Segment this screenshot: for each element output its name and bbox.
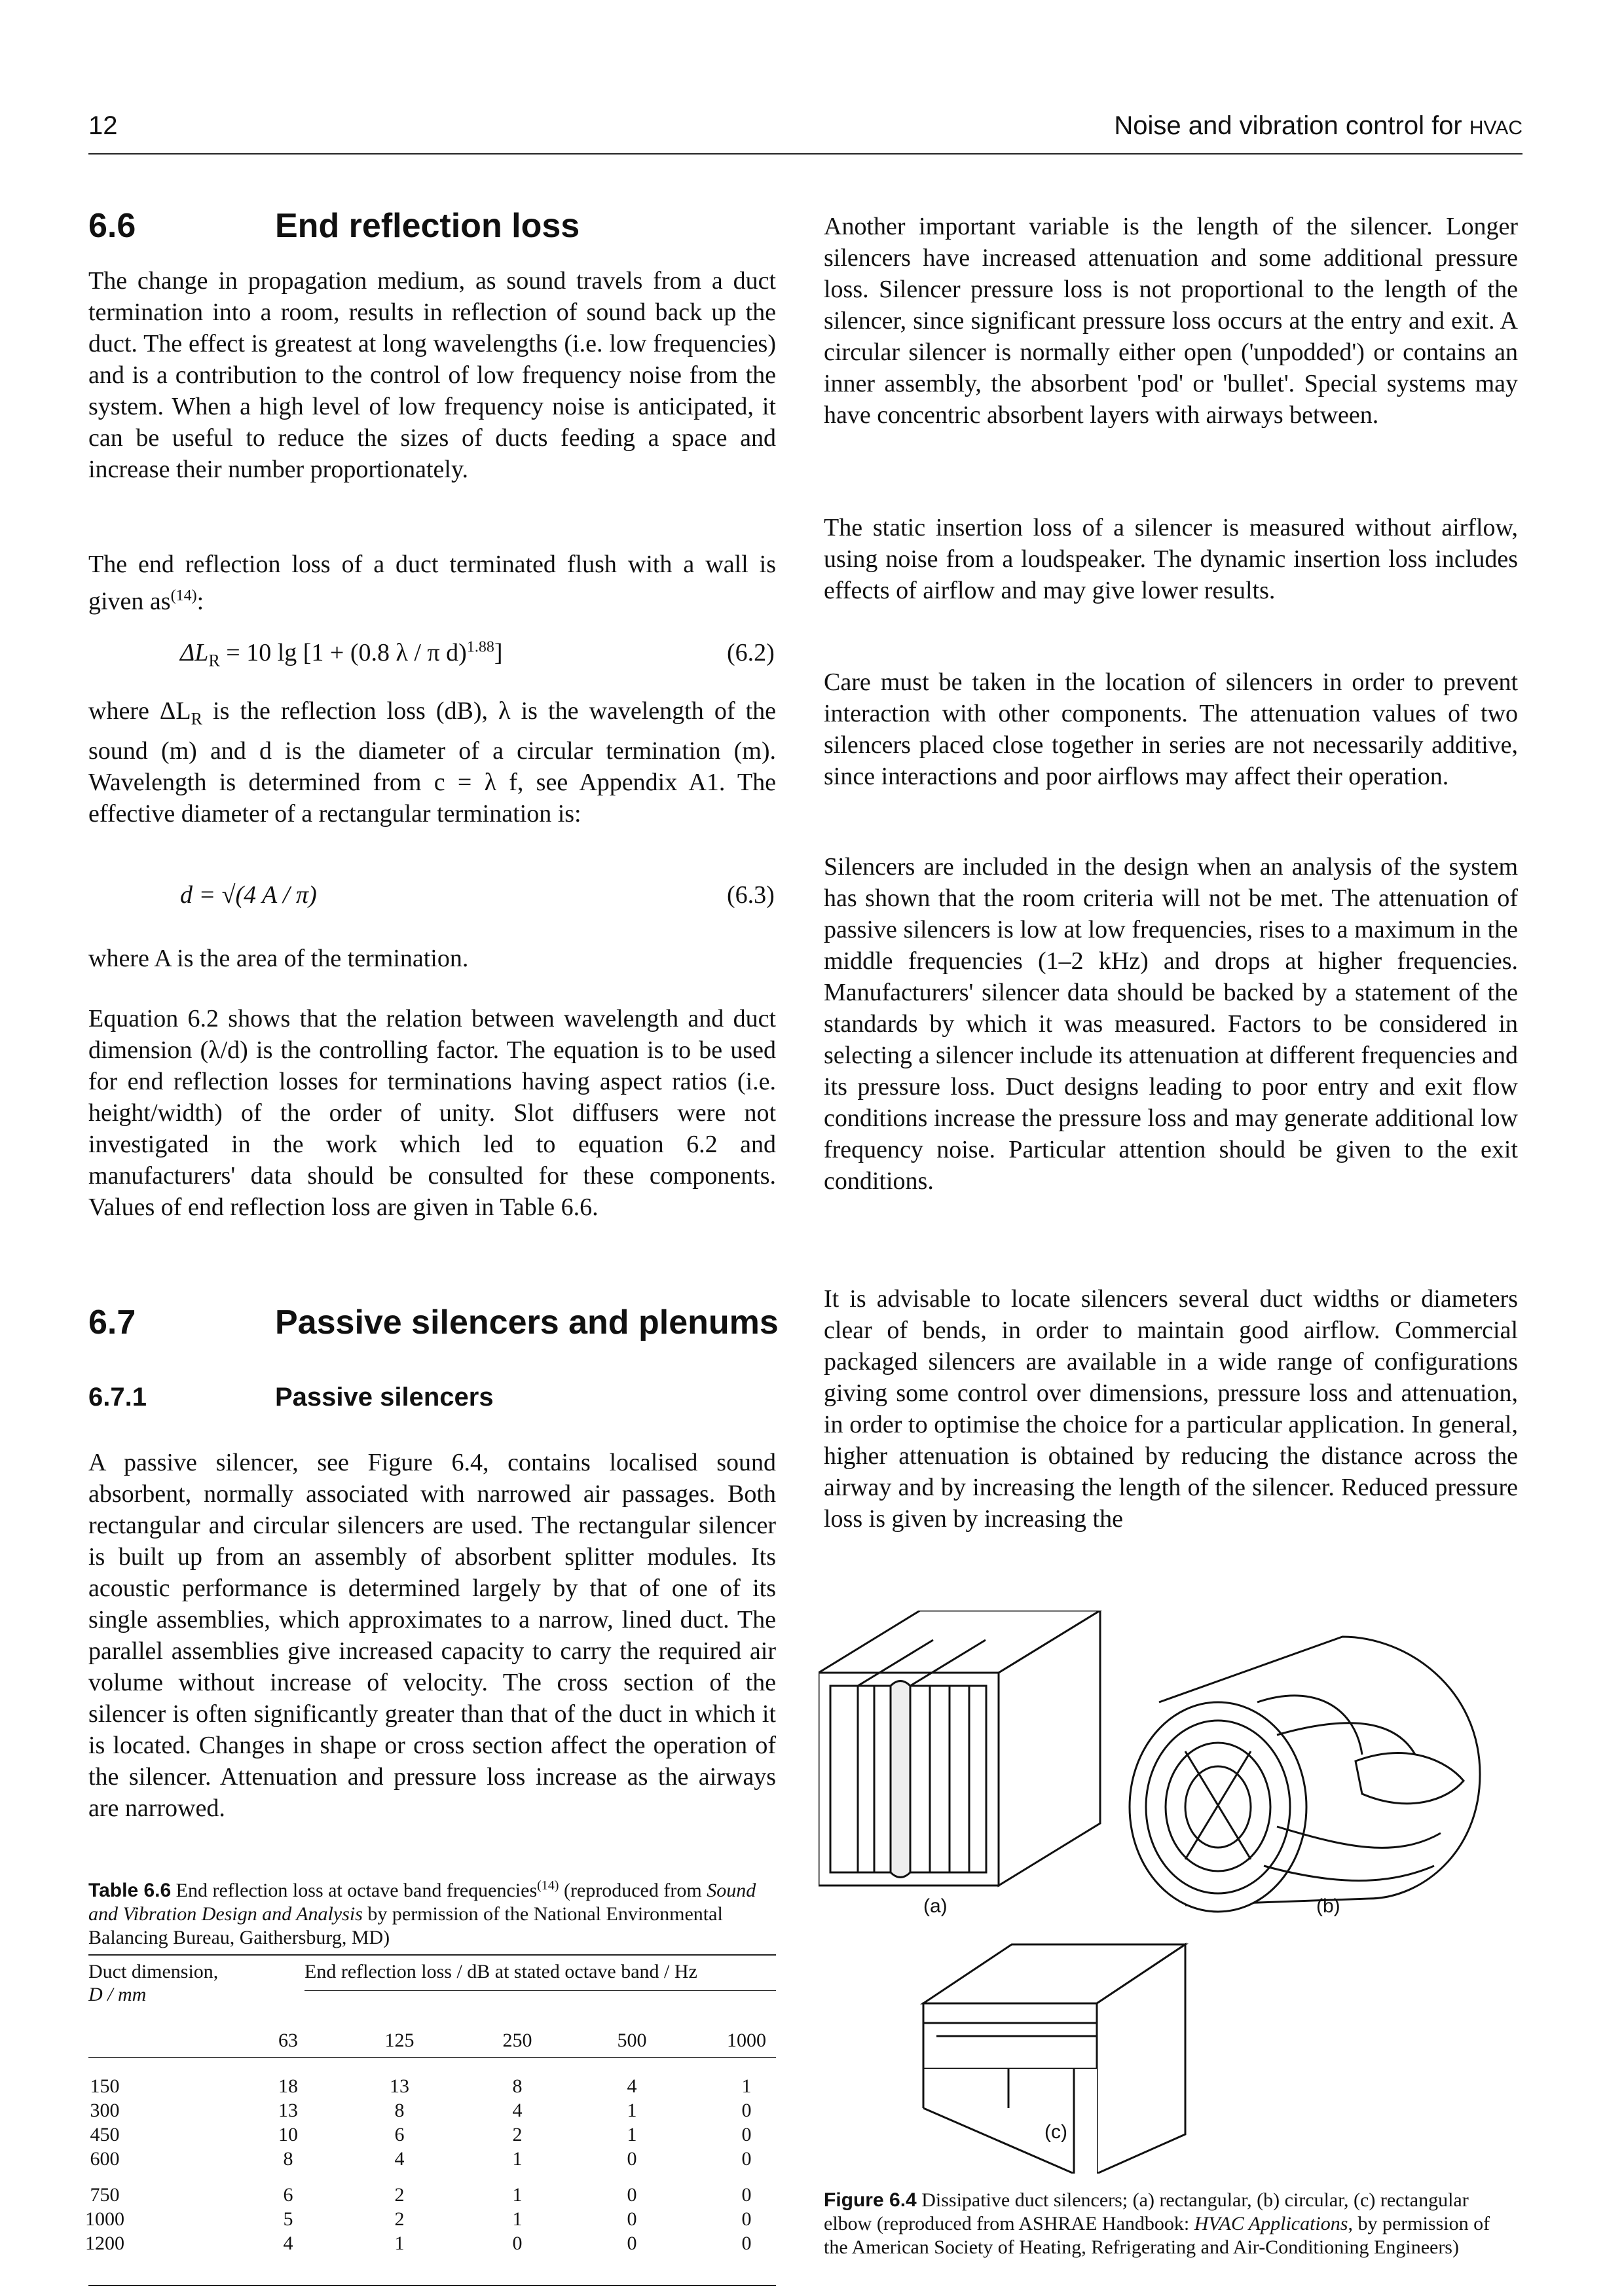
table-cell-value: 1 xyxy=(512,2208,523,2230)
table-header-rule xyxy=(88,2057,776,2058)
table-band-header: 1000 xyxy=(727,2030,766,2051)
right-paragraph-4: Silencers are included in the design when an analysis of the system has shown that the room criteria will not be met. The attenuation of passive silencers is low at low frequencies, rises to a maximum in the middle frequencies (1–2 kHz) and drops at higher frequencies. Manufacturers' silencer data should be backed by a statement of the standards by which it was measured. Factors to be considered in selecting a silencer include its attenuation at different frequencies and its pressure loss. Duct designs leading to poor entry and exit flow conditions increase the pressure loss and may generate additional low frequency noise. Particular attention should be given to the exit conditions. xyxy=(824,853,1518,1195)
table-cell-value: 13 xyxy=(390,2075,409,2097)
table-top-rule xyxy=(88,1954,776,1956)
table-cell-value: 0 xyxy=(741,2148,752,2170)
table-cell-value: 8 xyxy=(394,2100,405,2121)
table-band-header: 500 xyxy=(617,2030,647,2051)
table-cell-value: 4 xyxy=(512,2100,523,2121)
table-header-subrule xyxy=(304,1990,776,1991)
table-col-header-dimension-unit: D / mm xyxy=(88,1984,147,2005)
sec66-paragraph-4: where A is the area of the termination. xyxy=(88,945,469,972)
sec66-paragraph-5: Equation 6.2 shows that the relation between wavelength and duct dimension (λ/d) is the controlling factor. The equation is to be used for end reflection losses for terminations having aspect ratios (i.e. height/width) of the order of unity. Slot diffusers were not investigated in the work which led to equation 6.2 and manufacturers' data should be consulted for these components. Values of end reflection loss are given in Table 6.6. xyxy=(88,1005,776,1221)
table-col-header-loss: End reflection loss / dB at stated octave band / Hz xyxy=(304,1961,697,1982)
table-cell-value: 1 xyxy=(627,2124,637,2145)
table-cell-value: 0 xyxy=(627,2148,637,2170)
circular-silencer-drawing xyxy=(1130,1637,1480,1912)
table-cell-value: 4 xyxy=(627,2075,637,2097)
running-title-hvac: HVAC xyxy=(1469,117,1522,139)
section-6-6-number: 6.6 xyxy=(88,207,136,245)
right-paragraph-3: Care must be taken in the location of silencers in order to prevent interaction with other components. The attenuation values of two silencers placed close together in series are not necessarily additive, since interactions and poor airflows may affect their operation. xyxy=(824,668,1518,790)
table-cell-dimension: 1200 xyxy=(85,2232,124,2254)
table-cell-value: 2 xyxy=(512,2124,523,2145)
right-paragraph-2: The static insertion loss of a silencer is measured without airflow, using noise from a loudspeaker. The dynamic insertion loss includes effects of airflow and may give lower results. xyxy=(824,514,1518,604)
figure-6-4-caption: Figure 6.4 Dissipative duct silencers; (a) rectangular, (b) circular, (c) rectangular elbow (reproduced from ASHRAE Handbook: HVAC Applications, by permission of the American Society of Heating, Refrigerating and Air-Conditioning Engineers) xyxy=(824,2189,1490,2258)
table-cell-value: 1 xyxy=(512,2184,523,2206)
section-6-7-title: Passive silencers and plenums xyxy=(275,1303,779,1341)
table-cell-value: 0 xyxy=(512,2232,523,2254)
table-cell-value: 2 xyxy=(394,2184,405,2206)
table-cell-value: 0 xyxy=(627,2232,637,2254)
right-paragraph-5: It is advisable to locate silencers several duct widths or diameters clear of bends, in order to maintain good airflow. Commercial packaged silencers are available in a wide range of configurations giving some control over dimensions, pressure loss and attenuation, in order to optimise the choice for a particular application. In general, higher attenuation is obtained by reducing the distance across the airway and by increasing the length of the silencer. Reduced pressure loss is given by increasing the xyxy=(824,1285,1518,1533)
table-cell-value: 13 xyxy=(278,2100,298,2121)
equation-6-3-number: (6.3) xyxy=(727,881,775,909)
table-cell-value: 2 xyxy=(394,2208,405,2230)
table-6-6-caption: Table 6.6 End reflection loss at octave band frequencies$^{(14)}$ (reproduced from Sound and Vibration Design and Analysis by permission of the National Environmental Balancing Bureau, Gaithersburg, MD) xyxy=(88,1878,756,1948)
page-number: 12 xyxy=(88,111,118,140)
section-6-6-title: End reflection loss xyxy=(275,207,580,245)
table-cell-value: 0 xyxy=(741,2184,752,2206)
table-cell-dimension: 300 xyxy=(90,2100,120,2121)
table-cell-value: 18 xyxy=(278,2075,298,2097)
table-band-header: 125 xyxy=(384,2030,415,2051)
table-cell-value: 0 xyxy=(627,2184,637,2206)
table-cell-value: 0 xyxy=(741,2208,752,2230)
sec66-paragraph-2: The end reflection loss of a duct terminated flush with a wall is given $as^{(14)}$: xyxy=(88,551,776,615)
table-cell-value: 6 xyxy=(394,2124,405,2145)
right-paragraph-1: Another important variable is the length of the silencer. Longer silencers have increased attenuation and some additional pressure loss. Silencer pressure loss is not proportional to the length of the silencer, since significant pressure loss occurs at the entry and exit. A circular silencer is normally either open ('unpodded') or contains an inner assembly, the absorbent 'pod' or 'bullet'. Special systems may have concentric absorbent layers with airways between. xyxy=(824,213,1518,429)
equation-6-2: $\Delta L_R = 10$ lg [1 + (0.8 λ / π d)$^{1.88}$] xyxy=(180,638,503,670)
table-cell-value: 1 xyxy=(741,2075,752,2097)
table-cell-value: 8 xyxy=(283,2148,293,2170)
table-cell-value: 8 xyxy=(512,2075,523,2097)
table-cell-value: 10 xyxy=(278,2124,298,2145)
table-cell-dimension: 150 xyxy=(90,2075,120,2097)
table-cell-dimension: 1000 xyxy=(85,2208,124,2230)
sec67-paragraph-1: A passive silencer, see Figure 6.4, contains localised sound absorbent, normally associated with narrowed air passages. Both rectangular and circular silencers are used. The rectangular silencer is built up from an assembly of absorbent splitter modules. Its acoustic performance is determined largely by that of one of its single assemblies, which approximates to a narrow, lined duct. The parallel assemblies give increased capacity to carry the required air volume without increase of velocity. The cross section of the silencer is often significantly greater than that of the duct in which it is located. Changes in shape or cross section affect the operation of the silencer. Attenuation and pressure loss increase as the airways are narrowed. xyxy=(88,1449,776,1822)
running-title-text: Noise and vibration control for xyxy=(1114,111,1462,140)
figure-6-4-illustration xyxy=(819,1611,1526,2174)
table-cell-value: 1 xyxy=(627,2100,637,2121)
table-cell-dimension: 450 xyxy=(90,2124,120,2145)
equation-6-2-number: (6.2) xyxy=(727,639,775,666)
table-cell-value: 4 xyxy=(394,2148,405,2170)
table-cell-dimension: 600 xyxy=(90,2148,120,2170)
header-rule xyxy=(88,153,1522,155)
figure-label-c: (c) xyxy=(1044,2121,1067,2143)
table-bottom-rule xyxy=(88,2285,776,2286)
table-col-header-dimension: Duct dimension, xyxy=(88,1961,219,1982)
table-cell-value: 4 xyxy=(283,2232,293,2254)
table-cell-value: 0 xyxy=(627,2208,637,2230)
figure-label-b: (b) xyxy=(1316,1895,1340,1917)
table-cell-value: 5 xyxy=(283,2208,293,2230)
section-6-7-number: 6.7 xyxy=(88,1303,136,1341)
running-title xyxy=(1114,111,1522,141)
table-cell-value: 0 xyxy=(741,2232,752,2254)
section-6-7-1-number: 6.7.1 xyxy=(88,1383,147,1412)
figure-label-a: (a) xyxy=(923,1895,948,1917)
rectangular-silencer-drawing xyxy=(819,1611,1100,1886)
table-band-header: 250 xyxy=(502,2030,532,2051)
equation-6-3: d = √(4 A / π) xyxy=(180,881,317,909)
table-cell-dimension: 750 xyxy=(90,2184,120,2206)
table-cell-value: 6 xyxy=(283,2184,293,2206)
table-cell-value: 1 xyxy=(512,2148,523,2170)
section-6-7-1-title: Passive silencers xyxy=(275,1383,494,1412)
table-cell-value: 0 xyxy=(741,2100,752,2121)
table-band-header: 63 xyxy=(278,2030,298,2051)
sec66-paragraph-1: The change in propagation medium, as sound travels from a duct termination into a room, results in reflection of sound back up the duct. The effect is greatest at long wavelengths (i.e. low frequencies) and is a contribution to the control of low frequency noise from the system. When a high level of low frequency noise is anticipated, it can be useful to reduce the sizes of ducts feeding a space and increase their number proportionately. xyxy=(88,267,776,483)
table-cell-value: 0 xyxy=(741,2124,752,2145)
sec66-paragraph-3: where $\Delta L_R$ is the reflection loss (dB), λ is the wavelength of the sound (m) and d is the diameter of a circular termination (m). Wavelength is determined from c = λ f, see Appendix A1. The effective diameter of a rectangular termination is: xyxy=(88,697,776,828)
table-cell-value: 1 xyxy=(394,2232,405,2254)
